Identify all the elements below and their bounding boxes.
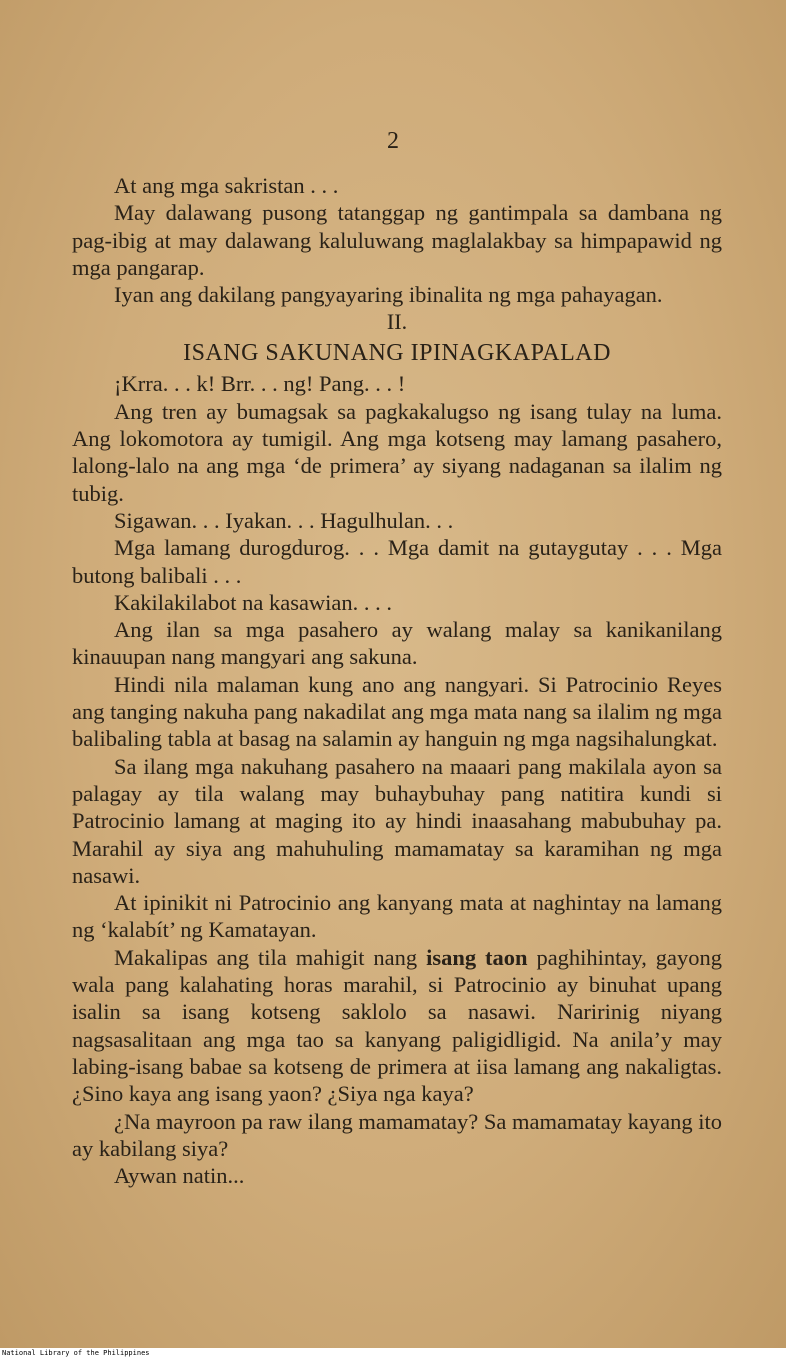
paragraph-with-bold	[72, 944, 722, 1108]
paragraph: May dalawang pusong tatanggap ng gantimpala sa dambana ng pag-ibig at may dalawang kaluluwang maglalakbay sa himpapawid ng mga pangarap.	[72, 200, 722, 280]
paragraph: Ang ilan sa mga pasahero ay walang malay sa kanikanilang kinauupan nang mangyari ang sakuna.	[72, 617, 722, 670]
paragraph: Ang tren ay bumagsak sa pagkakalugso ng isang tulay na luma. Ang lokomotora ay tumigil. Ang mga kotseng may lamang pasahero, lalong-lalo na ang mga ‘de primera’ ay siyang nadaganan sa ilalim ng tubig.	[72, 398, 722, 506]
paragraph: ¿Na mayroon pa raw ilang mamamatay? Sa mamamatay kayang ito ay kabilang siya?	[72, 1108, 722, 1161]
paragraph: Sigawan. . . Iyakan. . . Hagulhulan. . .	[114, 507, 454, 533]
paragraph: Kakilakilabot na kasawian. . . .	[114, 589, 393, 615]
page-number: 2	[387, 128, 399, 154]
paragraph: Aywan natin...	[114, 1163, 245, 1189]
text-run: Makalipas ang tila mahigit nang	[114, 944, 427, 970]
footer-credit: National Library of the Philippines	[2, 1349, 150, 1357]
paragraph: At ang mga sakristan . . .	[114, 173, 339, 198]
paragraph: Sa ilang mga nakuhang pasahero na maaari pang makilala ayon sa palagay ay tila walang may buhaybuhay pang natitira kundi si Patrocinio lamang at maging ito ay hindi inaasahang mabubuhay pa. Marahil ay siya ang mahuhuling mamamatay sa karamihan ng mga nasawi.	[72, 753, 722, 888]
paragraph: Mga lamang durogdurog. . . Mga damit na gutaygutay . . . Mga butong balibali . . .	[72, 535, 722, 588]
page-content	[72, 172, 722, 1189]
chapter-title: ISANG SAKUNANG IPINAGKAPALAD	[183, 340, 611, 367]
bold-text: isang taon	[426, 944, 528, 970]
paragraph: ¡Krra. . . k! Brr. . . ng! Pang. . . !	[114, 371, 406, 397]
paragraph: Hindi nila malaman kung ano ang nangyari. Si Patrocinio Reyes ang tanging nakuha pang nakadilat ang mga mata nang sa ilalim ng mga balibaling tabla at basag na salamin ay hanguin ng mga nagsihalungkat.	[72, 671, 722, 752]
paragraph: At ipinikit ni Patrocinio ang kanyang mata at naghintay na lamang ng ‘kalabít’ ng Kamatayan.	[72, 890, 722, 943]
text-run: paghihintay, gayong wala pang kalahating horas marahil, si Patrocinio ay binuhat upang isalin sa isang kotseng saklolo sa nasawi. Naririnig niyang nagsasalitaan ang mga tao sa kanyang paligidligid. Na anila’y may labing-isang babae sa kotseng de primera at iisa lamang ang nakaligtas. ¿Sino kaya ang isang yaon? ¿Siya nga kaya?	[72, 944, 722, 1107]
paragraph: Iyan ang dakilang pangyayaring ibinalita ng mga pahayagan.	[114, 282, 663, 308]
chapter-number: II.	[386, 309, 408, 335]
